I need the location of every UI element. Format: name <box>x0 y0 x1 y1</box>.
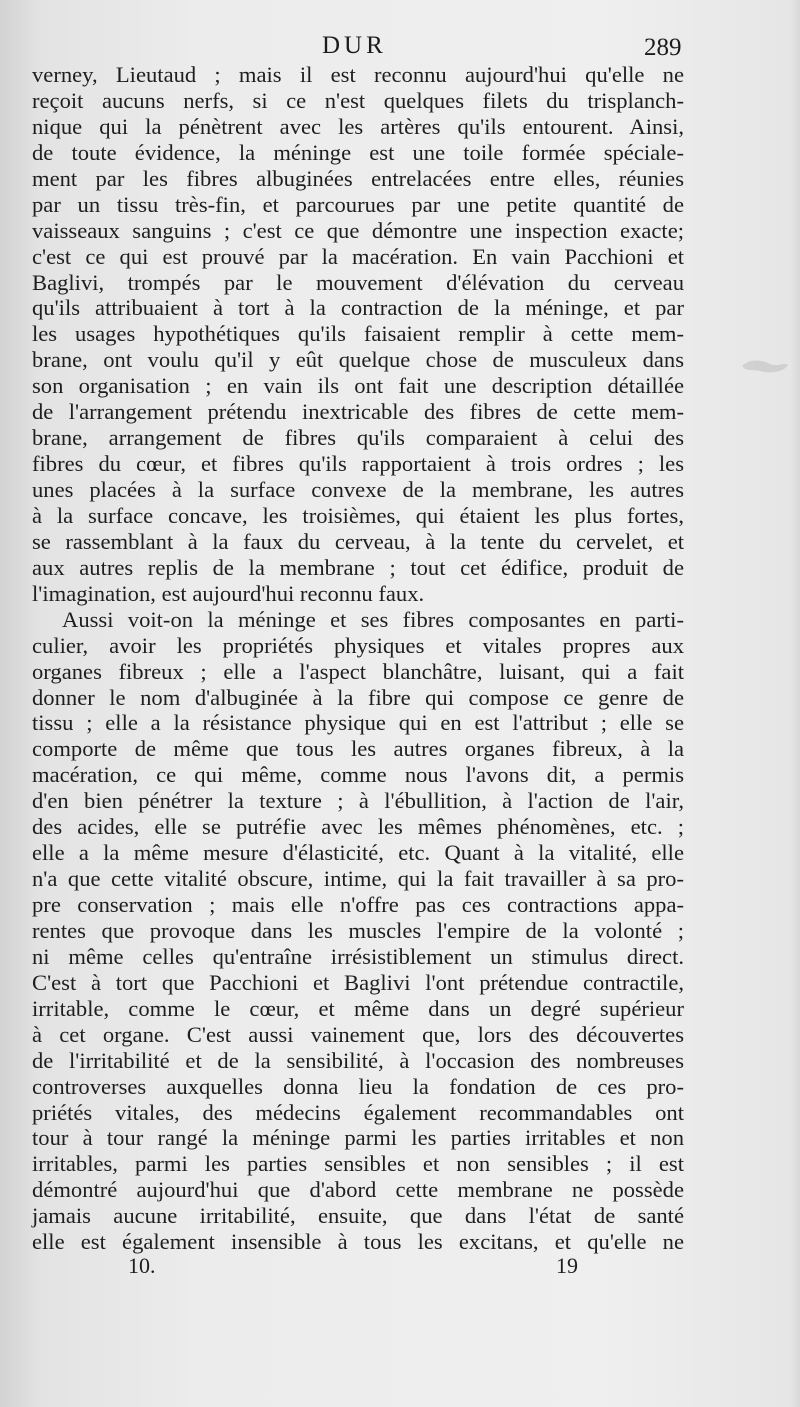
text-line: n'a que cette vitalité obscure, intime, qui la fait travailler à sa pro- <box>32 866 684 892</box>
text-line: Baglivi, trompés par le mouvement d'élévation du cerveau <box>32 269 684 295</box>
ink-smudge <box>740 352 790 378</box>
text-line: jamais aucune irritabilité, ensuite, que dans l'état de santé <box>32 1203 684 1229</box>
text-line: démontré aujourd'hui que d'abord cette membrane ne possède <box>32 1177 684 1203</box>
text-line: par un tissu très-fin, et parcourues par une petite quantité de <box>32 191 684 217</box>
text-line: controverses auxquelles donna lieu la fondation de ces pro- <box>32 1073 684 1099</box>
text-line: des acides, elle se putréfie avec les mêmes phénomènes, etc. ; <box>32 814 684 840</box>
running-head <box>0 30 800 64</box>
text-line: les usages hypothétiques qu'ils faisaient remplir à cette mem- <box>32 321 684 347</box>
page-number: 289 <box>644 34 682 61</box>
text-line: aux autres replis de la membrane ; tout cet édifice, produit de <box>32 554 684 580</box>
text-line: elle a la même mesure d'élasticité, etc. Quant à la vitalité, elle <box>32 840 684 866</box>
text-line: de toute évidence, la méninge est une toile formée spéciale- <box>32 139 684 165</box>
text-line: vaisseaux sanguins ; c'est ce que démontre une inspection exacte; <box>32 217 684 243</box>
text-line: de l'irritabilité et de la sensibilité, à l'occasion des nombreuses <box>32 1047 684 1073</box>
text-line: macération, ce qui même, comme nous l'avons dit, a permis <box>32 762 684 788</box>
text-line: à la surface concave, les troisièmes, qui étaient les plus fortes, <box>32 502 684 528</box>
text-line: son organisation ; en vain ils ont fait une description détaillée <box>32 373 684 399</box>
text-line: fibres du cœur, et fibres qu'ils rapportaient à trois ordres ; les <box>32 451 684 477</box>
text-line: tour à tour rangé la méninge parmi les parties irritables et non <box>32 1125 684 1151</box>
text-line: culier, avoir les propriétés physiques et vitales propres aux <box>32 632 684 658</box>
text-line: qu'ils attribuaient à tort à la contraction de la méninge, et par <box>32 295 684 321</box>
text-line: Aussi voit-on la méninge et ses fibres composantes en parti- <box>62 606 684 632</box>
text-line: ment par les fibres albuginées entrelacées entre elles, réunies <box>32 165 684 191</box>
paragraph <box>32 62 684 607</box>
body-text <box>32 62 684 1255</box>
text-line: à cet organe. C'est aussi vainement que, lors des découvertes <box>32 1021 684 1047</box>
text-line: verney, Lieutaud ; mais il est reconnu aujourd'hui qu'elle ne <box>32 62 684 87</box>
text-line: unes placées à la surface convexe de la membrane, les autres <box>32 477 684 502</box>
text-line: de l'arrangement prétendu inextricable des fibres de cette mem- <box>32 399 684 425</box>
text-line: irritable, comme le cœur, et même dans un degré supérieur <box>32 995 684 1021</box>
text-line: pre conservation ; mais elle n'offre pas ces contractions appa- <box>32 892 684 917</box>
text-line: c'est ce qui est prouvé par la macération. En vain Pacchioni et <box>32 243 684 269</box>
text-line: C'est à tort que Pacchioni et Baglivi l'ont prétendue contractile, <box>32 969 684 995</box>
text-line: l'imagination, est aujourd'hui reconnu faux. <box>32 580 425 606</box>
text-line: d'en bien pénétrer la texture ; à l'ébullition, à l'action de l'air, <box>32 788 684 814</box>
text-line: irritables, parmi les parties sensibles et non sensibles ; il est <box>32 1151 684 1177</box>
text-line: brane, arrangement de fibres qu'ils comparaient à celui des <box>32 425 684 451</box>
text-line: priétés vitales, des médecins également recommandables ont <box>32 1099 684 1125</box>
text-line: organes fibreux ; elle a l'aspect blanchâtre, luisant, qui a fait <box>32 658 684 684</box>
text-line: rentes que provoque dans les muscles l'empire de la volonté ; <box>32 917 684 943</box>
text-line: brane, ont voulu qu'il y eût quelque chose de musculeux dans <box>32 347 684 373</box>
text-line: donner le nom d'albuginée à la fibre qui compose ce genre de <box>32 684 684 710</box>
text-line: nique qui la pénètrent avec les artères qu'ils entourent. Ainsi, <box>32 113 684 139</box>
text-line: elle est également insensible à tous les excitans, et qu'elle ne <box>32 1229 684 1255</box>
text-line: ni même celles qu'entraîne irrésistiblement un stimulus direct. <box>32 943 684 969</box>
text-line: comporte de même que tous les autres organes fibreux, à la <box>32 736 684 762</box>
running-head-title: DUR <box>322 32 387 59</box>
text-line: reçoit aucuns nerfs, si ce n'est quelques filets du trisplanch- <box>32 87 684 113</box>
paragraph <box>32 607 684 1255</box>
text-line: tissu ; elle a la résistance physique qui en est l'attribut ; elle se <box>32 710 684 736</box>
page-footer <box>0 1253 800 1283</box>
signature-mark-left: 10. <box>128 1253 156 1278</box>
text-line: se rassemblant à la faux du cerveau, à la tente du cervelet, et <box>32 528 684 554</box>
signature-mark-right: 19 <box>556 1253 578 1278</box>
